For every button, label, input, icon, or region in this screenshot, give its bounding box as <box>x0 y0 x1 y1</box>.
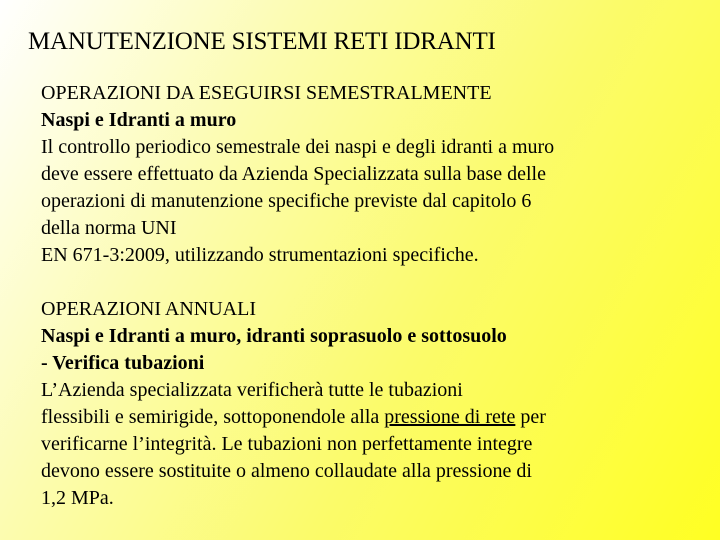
paragraph-line: deve essere effettuato da Azienda Specializzata sulla base delle <box>41 163 546 185</box>
paragraph-line: devono essere sostituite o almeno collaudate alla pressione di <box>41 460 532 482</box>
paragraph-line <box>41 404 701 431</box>
section-subheading-naspi: Naspi e Idranti a muro <box>41 109 237 131</box>
section-subheading-idranti: Naspi e Idranti a muro, idranti soprasuolo e sottosuolo <box>41 325 507 347</box>
section-heading-semestral: OPERAZIONI DA ESEGUIRSI SEMESTRALMENTE <box>41 82 492 104</box>
paragraph-line: della norma UNI <box>41 217 177 239</box>
pressione-di-rete-link[interactable]: pressione di rete <box>384 406 516 428</box>
section-heading-annual: OPERAZIONI ANNUALI <box>41 298 256 320</box>
section-subheading-tubazioni: - Verifica tubazioni <box>41 352 205 374</box>
paragraph-line: L’Azienda specializzata verificherà tutte le tubazioni <box>41 379 463 401</box>
paragraph-line: Il controllo periodico semestrale dei naspi e degli idranti a muro <box>41 136 555 158</box>
section-gap <box>41 269 701 296</box>
paragraph-line: operazioni di manutenzione specifiche previste dal capitolo 6 <box>41 190 532 212</box>
paragraph-text: per <box>515 406 546 428</box>
paragraph-line: EN 671-3:2009, utilizzando strumentazioni specifiche. <box>41 244 479 266</box>
page-title: MANUTENZIONE SISTEMI RETI IDRANTI <box>28 28 496 55</box>
paragraph-line: 1,2 MPa. <box>41 487 114 509</box>
content-body <box>41 80 701 512</box>
paragraph-line: verificarne l’integrità. Le tubazioni non perfettamente integre <box>41 433 533 455</box>
paragraph-text: flessibili e semirigide, sottoponendole alla <box>41 406 385 428</box>
